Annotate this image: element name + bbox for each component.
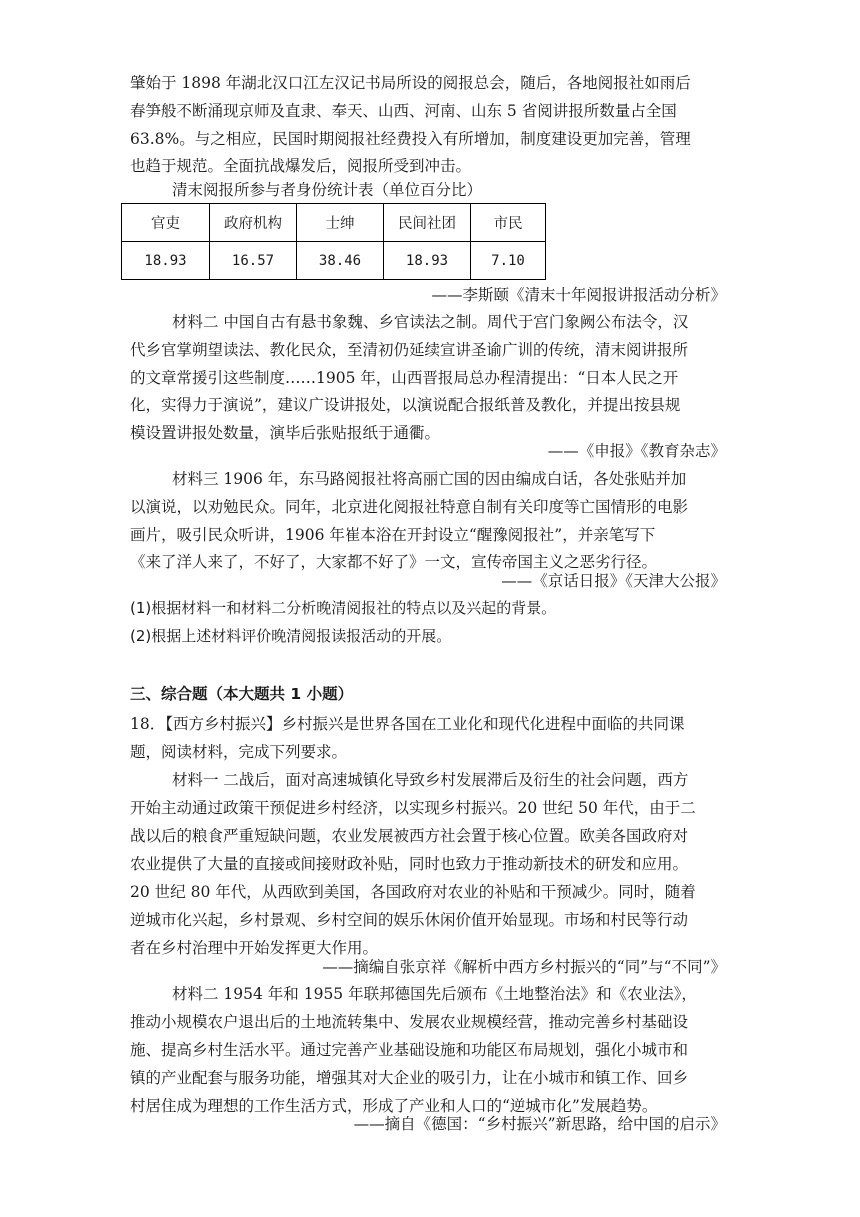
participant-stats-table — [121, 203, 546, 280]
table-header-cell: 士绅 — [297, 204, 384, 242]
q18-intro-line-2: 题，阅读材料，完成下列要求。 — [130, 743, 348, 761]
q18-material2-source: ——摘自《德国：“乡村振兴”新思路，给中国的启示》 — [353, 1115, 726, 1133]
material1-line-2: 春笋般不断涌现京师及直隶、奉天、山西、河南、山东 5 省阅讲报所数量占全国 — [130, 102, 677, 120]
q18-material2-line-4: 镇的产业配套与服务功能，增强其对大企业的吸引力，让在小城市和镇工作、回乡 — [130, 1069, 689, 1087]
material2-line-3: 的文章常援引这些制度……1905 年，山西晋报局总办程清提出：“日本人民之开 — [130, 369, 679, 387]
q18-material1-line-3: 战以后的粮食严重短缺问题，农业发展被西方社会置于核心位置。欧美各国政府对 — [130, 827, 689, 845]
table-cell: 18.93 — [384, 242, 471, 280]
table-cell: 16.57 — [210, 242, 297, 280]
table-cell: 38.46 — [297, 242, 384, 280]
q18-material2-line-5: 村居住成为理想的工作生活方式，形成了产业和人口的“逆城市化”发展趋势。 — [130, 1097, 658, 1115]
table-header-cell: 官吏 — [122, 204, 210, 242]
q18-material2-line-1: 材料二 1954 年和 1955 年联邦德国先后颁布《土地整治法》和《农业法》， — [172, 985, 697, 1003]
material2-line-2: 代乡官掌朔望读法、教化民众，至清初仍延续宣讲圣谕广训的传统，清末阅讲报所 — [130, 341, 689, 359]
table-header-cell: 政府机构 — [210, 204, 297, 242]
material2-line-4: 化，实得力于演说”，建议广设讲报处，以演说配合报纸普及教化，并提出按县规 — [130, 396, 681, 414]
q18-material1-line-2: 开始主动通过政策干预促进乡村经济，以实现乡村振兴。20 世纪 50 年代，由于二 — [130, 799, 696, 817]
material1-line-3: 63.8%。与之相应，民国时期阅报社经费投入有所增加，制度建设更加完善，管理 — [130, 130, 691, 148]
q18-material1-line-7: 者在乡村治理中开始发挥更大作用。 — [130, 939, 379, 957]
q18-material1-source: ——摘编自张京祥《解析中西方乡村振兴的“同”与“不同”》 — [322, 958, 726, 976]
question-17-1: (1)根据材料一和材料二分析晚清阅报社的特点以及兴起的背景。 — [130, 599, 557, 617]
material3-source: ——《京话日报》《天津大公报》 — [501, 572, 726, 590]
table-cell: 18.93 — [122, 242, 210, 280]
table-cell: 7.10 — [471, 242, 546, 280]
q18-intro-line-1: 18．【西方乡村振兴】乡村振兴是世界各国在工业化和现代化进程中面临的共同课 — [130, 715, 685, 733]
section-title: 三、综合题（本大题共 1 小题） — [130, 685, 354, 703]
q18-material1-line-4: 农业提供了大量的直接或间接财政补贴，同时也致力于推动新技术的研发和应用。 — [130, 855, 689, 873]
material1-line-1: 肇始于 1898 年湖北汉口江左汉记书局所设的阅报总会，随后，各地阅报社如雨后 — [130, 74, 691, 92]
material1-line-4: 也趋于规范。全面抗战爆发后，阅报所受到冲击。 — [130, 157, 472, 175]
table-row — [122, 242, 546, 280]
table-source: ——李斯颐《清末十年阅报讲报活动分析》 — [431, 286, 726, 304]
q18-material1-line-5: 20 世纪 80 年代，从西欧到美国，各国政府对农业的补贴和干预减少。同时，随着 — [130, 883, 696, 901]
material3-line-4: 《来了洋人来了，不好了，大家都不好了》一文，宣传帝国主义之恶劣行径。 — [130, 553, 658, 571]
material3-line-2: 以演说，以劝勉民众。同年，北京进化阅报社特意自制有关印度等亡国情形的电影 — [130, 498, 689, 516]
material3-line-1: 材料三 1906 年，东马路阅报社将高丽亡国的因由编成白话，各处张贴并加 — [172, 470, 687, 488]
material2-line-1: 材料二 中国自古有悬书象魏、乡官读法之制。周代于宫门象阙公布法令，汉 — [172, 313, 689, 331]
material2-line-5: 模设置讲报处数量，演毕后张贴报纸于通衢。 — [130, 424, 441, 442]
material3-line-3: 画片，吸引民众听讲，1906 年崔本浴在开封设立“醒豫阅报社”，并亲笔写下 — [130, 526, 656, 544]
material2-source: ——《申报》《教育杂志》 — [547, 442, 726, 460]
table-header-cell: 市民 — [471, 204, 546, 242]
table-header-cell: 民间社团 — [384, 204, 471, 242]
q18-material1-line-1: 材料一 二战后，面对高速城镇化导致乡村发展滞后及衍生的社会问题，西方 — [172, 771, 689, 789]
table-header-row — [122, 204, 546, 242]
q18-material1-line-6: 逆城市化兴起，乡村景观、乡村空间的娱乐休闲价值开始显现。市场和村民等行动 — [130, 911, 689, 929]
question-17-2: (2)根据上述材料评价晚清阅报读报活动的开展。 — [130, 627, 452, 645]
q18-material2-line-2: 推动小规模农户退出后的土地流转集中、发展农业规模经营，推动完善乡村基础设 — [130, 1013, 689, 1031]
q18-material2-line-3: 施、提高乡村生活水平。通过完善产业基础设施和功能区布局规划，强化小城市和 — [130, 1041, 689, 1059]
table-caption: 清末阅报所参与者身份统计表（单位百分比） — [172, 181, 483, 199]
